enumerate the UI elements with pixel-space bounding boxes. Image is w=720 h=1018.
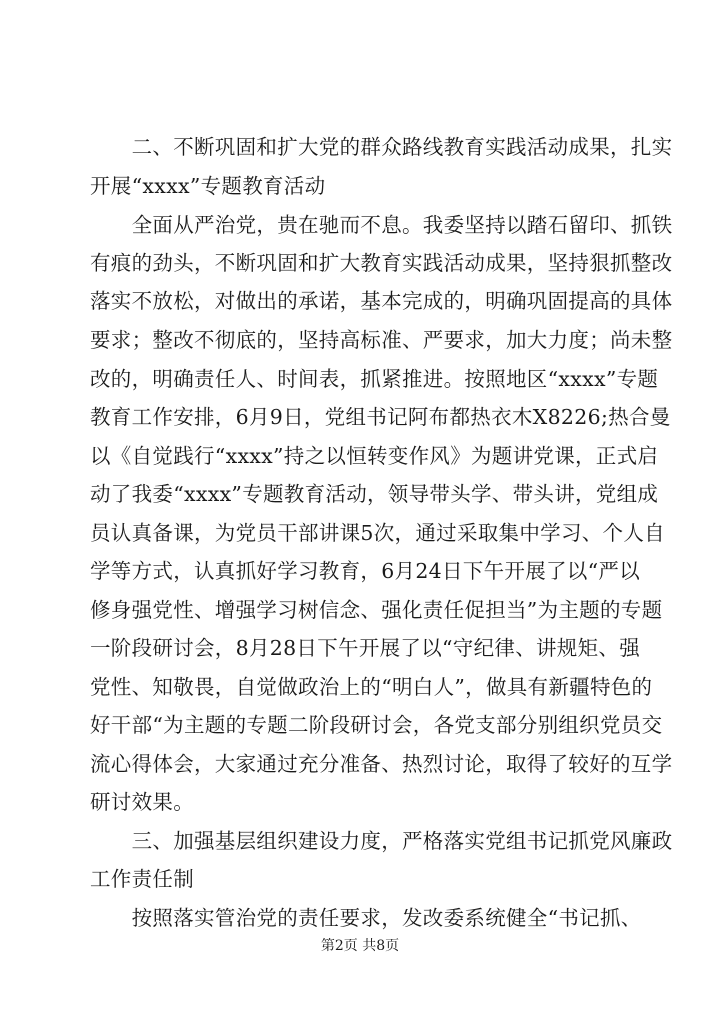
body-line: 修身强党性、增强学习树信念、强化责任促担当”为主题的专题 [90,598,663,622]
body-line: 落实不放松，对做出的承诺，基本完成的，明确巩固提高的具体 [90,289,673,313]
body-line: 要求；整改不彻底的，坚持高标准、严要求，加大力度；尚未整 [90,328,673,352]
body-line: 全面从严治党，贵在驰而不息。我委坚持以踏石留印、抓铁 [90,213,673,237]
body-line: 按照落实管治党的责任要求，发改委系统健全“书记抓、 [90,906,642,930]
body-line: 教育工作安排，6月9日，党组书记阿布都热衣木X8226;热合曼 [90,405,671,429]
body-line: 以《自觉践行“xxxx”持之以恒转变作风》为题讲党课，正式启 [90,444,659,468]
body-line: 好干部“为主题的专题二阶段研讨会，各党支部分别组织党员交 [90,713,663,737]
body-line: 有痕的劲头，不断巩固和扩大教育实践活动成果，坚持狠抓整改 [90,251,673,275]
body-line: 一阶段研讨会，8月28日下午开展了以“守纪律、讲规矩、强 [90,636,641,660]
page-number-footer: 第2页 共8页 [320,938,400,954]
heading-section-three: 三、加强基层组织建设力度，严格落实党组书记抓党风廉政 [90,829,673,853]
body-line: 学等方式，认真抓好学习教育，6月24日下午开展了以“严以 [90,559,641,583]
heading-section-three-cont: 工作责任制 [90,867,194,891]
body-line: 员认真备课，为党员干部讲课5次，通过采取集中学习、个人自 [90,521,665,545]
body-line: 党性、知敬畏，自觉做政治上的“明白人”，做具有新疆特色的 [90,675,653,699]
body-line: 动了我委“xxxx”专题教育活动，领导带头学、带头讲，党组成 [90,482,659,506]
body-line: 改的，明确责任人、时间表，抓紧推进。按照地区“xxxx”专题 [90,367,659,391]
body-line: 流心得体会，大家通过充分准备、热烈讨论，取得了较好的互学 [90,752,673,776]
heading-section-two: 二、不断巩固和扩大党的群众路线教育实践活动成果，扎实 [90,135,673,159]
body-line: 研讨效果。 [90,790,194,814]
heading-section-two-cont: 开展“xxxx”专题教育活动 [90,174,326,198]
